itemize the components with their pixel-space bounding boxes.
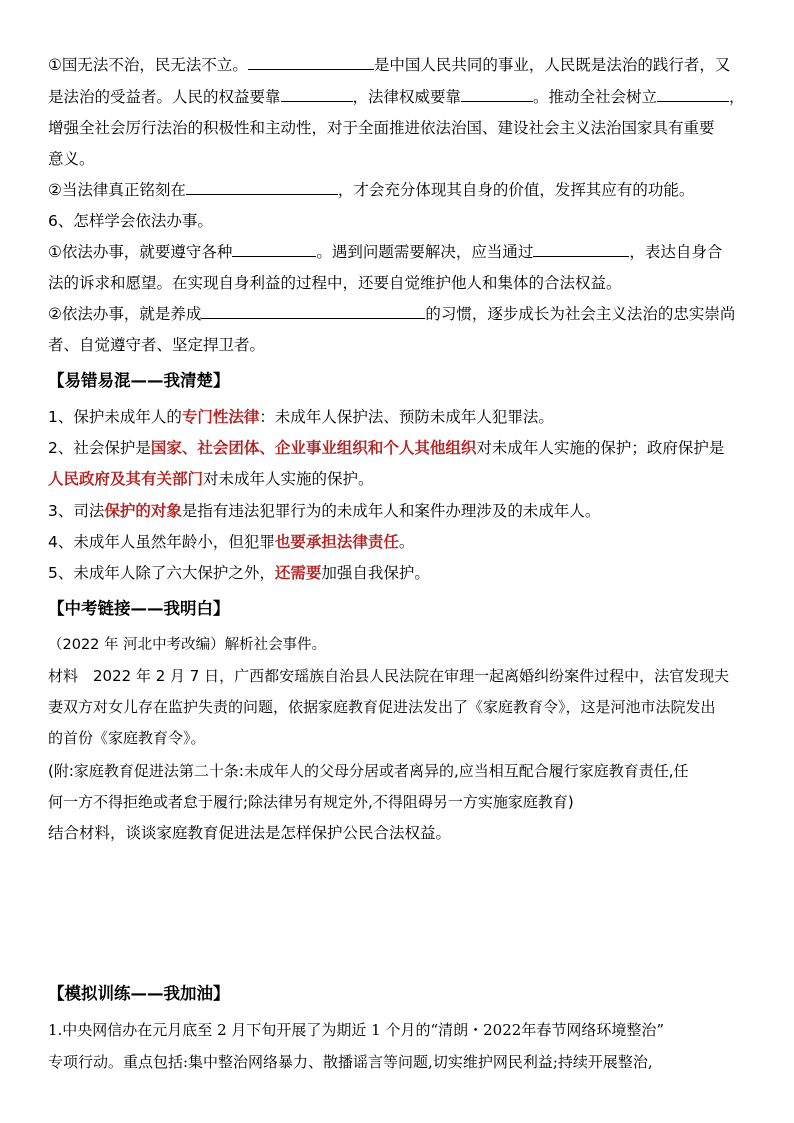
highlight-text: 人民政府及其有关部门 [48,470,204,488]
text-span: 。遇到问题需要解决，应当通过 [316,243,534,261]
text-span: ①国无法不治，民无法不立。 [48,56,248,74]
source-note: （2022 年 河北中考改编）解析社会事件。 [48,637,327,653]
text-span: 的习惯，逐步成长为社会主义法治的忠实崇尚 [425,305,736,323]
text-span: 对未成年人实施的保护。 [203,470,374,488]
list-item [48,531,414,553]
highlight-text: 专门性法律 [181,408,260,426]
text-span: ，表达自身合 [629,243,723,261]
paragraph-line [48,241,722,263]
text-span: 是中国人民共同的事业，人民既是法治的践行者，又 [373,56,731,74]
text-span: ②依法办事，就是养成 [48,305,202,323]
highlight-text: 也要承担法律责任 [274,533,399,551]
highlight-text: 国家、社会团体、企业事业组织和个人其他组织 [150,439,477,457]
paragraph-line: 意义。 [48,150,95,168]
practice-line: 专项行动。重点包括:集中整治网络暴力、散播谣言等问题,切实维护网民利益;持续开展整治, [48,1053,653,1071]
highlight-text: 保护的对象 [104,502,182,520]
text-span: 3、司法 [48,502,105,520]
text-span: 对未成年人实施的保护；政府保护是 [476,439,725,457]
paragraph-line: 增强全社会厉行法治的积极性和主动性，对于全面推进依法治国、建设社会主义法治国家具有重要 [48,119,715,137]
text-span: 4、未成年人虽然年龄小，但犯罪 [48,533,275,551]
highlight-text: 还需要 [274,564,322,582]
text-span: 加强自我保护。 [321,564,430,582]
paragraph-line [48,86,745,108]
fill-blank[interactable] [201,304,425,319]
fill-blank[interactable] [248,55,374,70]
section-heading: 【模拟训练——我加油】 [48,984,230,1003]
paragraph-line: 者、自觉遵守者、坚定捍卫者。 [48,336,266,354]
material-line: 妻双方对女儿存在监护失责的问题，依据家庭教育促进法发出了《家庭教育令》，这是河池市法院发出 [48,698,716,716]
text-span: 是指有违法犯罪行为的未成年人和案件办理涉及的未成年人。 [181,502,601,520]
fill-blank[interactable] [186,180,338,195]
fill-blank[interactable] [533,242,629,257]
fill-blank[interactable] [461,87,533,102]
text-span: ②当法律真正铭刻在 [48,181,186,199]
appendix-line: (附:家庭教育促进法第二十条:未成年人的父母分居或者离异的,应当相互配合履行家庭教育责任,任 [48,762,689,780]
text-span: 。 [398,533,415,551]
text-span: ，才会充分体现其自身的价值，发挥其应有的功能。 [337,181,695,199]
text-span: ，法律权威要靠 [352,88,462,106]
text-span: ， [729,88,745,106]
text-span: 2、社会保护是 [48,439,151,457]
fill-blank[interactable] [657,87,729,102]
paragraph-line: 法的诉求和愿望。在实现自身利益的过程中，还要自觉维护他人和集体的合法权益。 [48,274,622,292]
appendix-line: 何一方不得拒绝或者怠于履行;除法律另有规定外,不得阻碍另一方实施家庭教育) [48,793,574,811]
fill-blank[interactable] [281,87,353,102]
practice-line: 1.中央网信办在元月底至 2 月下旬开展了为期近 1 个月的“清朗・2022年春节网络环境整治” [48,1021,664,1039]
text-span: 5、未成年人除了六大保护之外， [48,564,275,582]
list-item-continuation [48,468,374,490]
paragraph-line [48,303,735,325]
material-line: 材料 2022 年 2 月 7 日，广西都安瑶族自治县人民法院在审理一起离婚纠纷案件过程中，法官发现夫 [48,667,730,685]
section-heading: 【易错易混——我清楚】 [48,371,230,390]
list-item [48,562,430,584]
list-item [48,437,724,459]
question-prompt: 结合材料，谈谈家庭教育促进法是怎样保护公民合法权益。 [48,824,452,842]
question-title: 6、怎样学会依法办事。 [48,212,213,230]
text-span: 1、保护未成年人的 [48,408,182,426]
text-span: ：未成年人保护法、预防未成年人犯罪法。 [259,408,554,426]
text-span: 。推动全社会树立 [533,88,658,106]
fill-blank[interactable] [232,242,316,257]
list-item [48,500,600,522]
paragraph-line [48,54,730,76]
text-span: ①依法办事，就要遵守各种 [48,243,233,261]
text-span: 是法治的受益者。人民的权益要靠 [48,88,281,106]
section-heading: 【中考链接——我明白】 [48,599,230,618]
paragraph-line [48,179,694,201]
material-line: 的首份《家庭教育令》。 [48,729,206,747]
list-item [48,406,554,428]
